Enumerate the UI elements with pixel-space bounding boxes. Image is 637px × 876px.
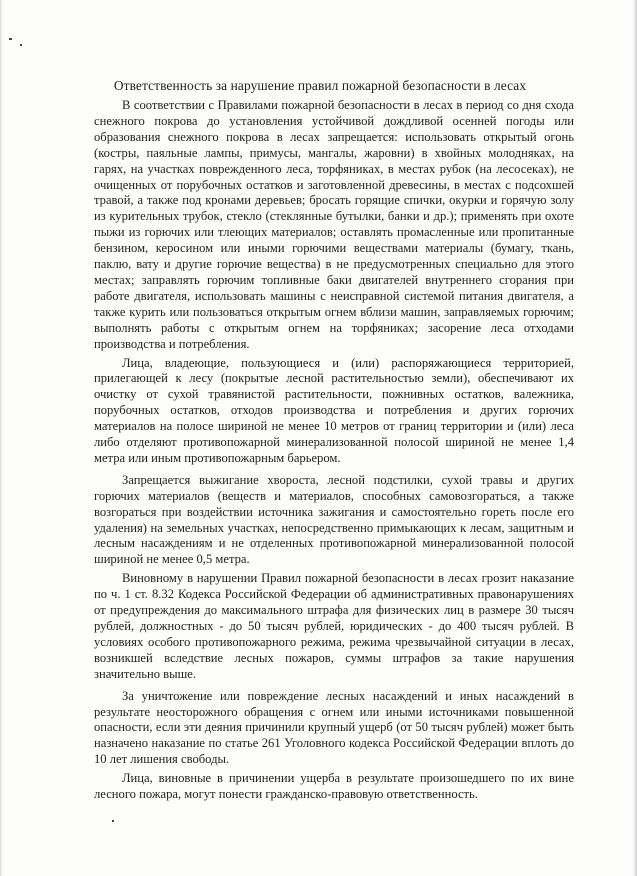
scan-speck (112, 820, 114, 822)
paragraph-owners-duties: Лица, владеющие, пользующиеся и (или) распоряжающиеся территорией, прилегающей к лесу (покрытые лесной растительностью земли), обеспечивают их очистку от сухой травянистой растительности, пожнивных остатков, валежника, порубочных остатков, отходов производства и потребления и других горючих материалов на полосе шириной не менее 10 метров от границ территории и (или) леса либо отделяют противопожарной минерализованной полосой шириной не менее 1,4 метра или иным противопожарным барьером. (94, 355, 574, 465)
paragraph-burning-ban: Запрещается выжигание хвороста, лесной подстилки, сухой травы и других горючих материалов (веществ и материалов, способных самовозгораться, а также возгораться при воздействии источника зажигания и самостоятельно гореть после его удаления) на земельных участках, непосредственно примыкающих к лесам, защитным и лесным насаждениям и не отделенных противопожарной минерализованной полосой шириной не менее 0,5 метра. (94, 472, 574, 567)
paragraph-civil-liability: Лица, виновные в причинении ущерба в результате произошедшего по их вине лесного пожара, могут понести гражданско-правовую ответственность. (94, 771, 574, 802)
paragraph-administrative-penalty: Виновному в нарушении Правил пожарной безопасности в лесах грозит наказание по ч. 1 ст. 8.32 Кодекса Российской Федерации об административных правонарушениях от предупреждения до максимального штрафа для физических лиц в размере 30 тысяч рублей, должностных - до 50 тысяч рублей, юридических - до 400 тысяч рублей. В условиях особого противопожарного режима, режима чрезвычайной ситуации в лесах, возникшей вследствие лесных пожаров, суммы штрафов за такие нарушения значительно выше. (94, 571, 574, 681)
scan-edge-right (633, 0, 637, 876)
document-title: Ответственность за нарушение правил пожарной безопасности в лесах (113, 78, 527, 93)
scan-speck (9, 38, 12, 40)
scan-speck (20, 44, 22, 46)
document-body (94, 98, 574, 806)
paragraph-prohibitions: В соответствии с Правилами пожарной безопасности в лесах в период со дня схода снежного покрова до установления устойчивой дождливой осенней погоды или образования снежного покрова в лесах запрещается: использовать открытый огонь (костры, паяльные лампы, примусы, мангалы, жаровни) в хвойных молодняках, на гарях, на участках поврежденного леса, торфяниках, в местах рубок (на лесосеках), не очищенных от порубочных остатков и заготовленной древесины, в местах с подсохшей травой, а также под кронами деревьев; бросать горящие спички, окурки и горячую золу из курительных трубок, стекло (стеклянные бутылки, банки и др.); применять при охоте пыжи из горючих или тлеющих материалов; оставлять промасленные или пропитанные бензином, керосином или иными горючими веществами материалы (бумагу, ткань, паклю, вату и другие горючие вещества) в не предусмотренных специально для этого местах; заправлять горючим топливные баки двигателей внутреннего сгорания при работе двигателя, использовать машины с неисправной системой питания двигателя, а также курить или пользоваться открытым огнем вблизи машин, заправляемых горючим; выполнять работы с открытым огнем на торфяниках; засорение леса отходами производства и потребления. (94, 98, 574, 351)
scan-edge-left (0, 0, 3, 876)
paragraph-criminal-penalty: За уничтожение или повреждение лесных насаждений и иных насаждений в результате неосторожного обращения с огнем или иными источниками повышенной опасности, если эти деяния причинили крупный ущерб (от 50 тысяч рублей) может быть назначено наказание по статье 261 Уголовного кодекса Российской Федерации вплоть до 10 лет лишения свободы. (94, 688, 574, 767)
